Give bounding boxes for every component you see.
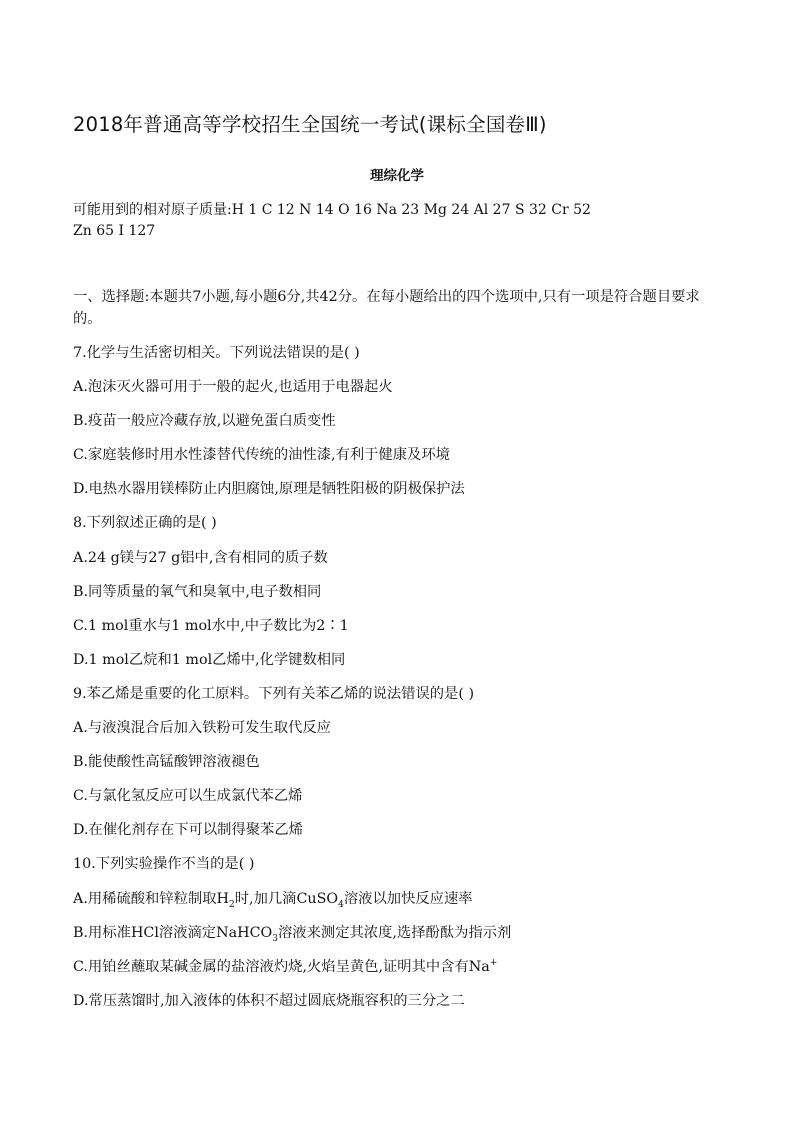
subscript: 3 [272, 933, 279, 944]
question-option: B.同等质量的氧气和臭氧中,电子数相同 [73, 583, 322, 600]
superscript: + [489, 957, 498, 968]
question-option: A.泡沫灭火器可用于一般的起火,也适用于电器起火 [73, 379, 393, 396]
atomic-masses-line-1: 可能用到的相对原子质量:H 1 C 12 N 14 O 16 Na 23 Mg 24 Al 27 S 32 Cr 52 [73, 202, 591, 218]
question-option: C.家庭装修时用水性漆替代传统的油性漆,有利于健康及环境 [73, 447, 450, 464]
question-option [73, 888, 733, 922]
question-option: A.24 g镁与27 g铝中,含有相同的质子数 [73, 549, 328, 566]
subscript: 4 [338, 899, 344, 910]
question-option: D.电热水器用镁棒防止内胆腐蚀,原理是牺牲阳极的阴极保护法 [73, 481, 465, 498]
question-option: C.1 mol重水与1 mol水中,中子数比为2∶1 [73, 617, 349, 634]
option-text: B.用标准HCl溶液滴定NaHCO [73, 924, 273, 941]
option-text: 时,加几滴CuSO [234, 890, 339, 907]
option-text: 溶液以加快反应速率 [343, 890, 473, 907]
question-option: B.疫苗一般应冷藏存放,以避免蛋白质变性 [73, 413, 336, 430]
question-option: C.与氯化氢反应可以生成氯代苯乙烯 [73, 788, 303, 805]
question-option [73, 956, 733, 990]
question-stem: 10.下列实验操作不当的是( ) [73, 856, 255, 873]
subject-heading: 理综化学 [370, 168, 424, 184]
question-option: A.与液溴混合后加入铁粉可发生取代反应 [73, 720, 331, 737]
atomic-masses [73, 200, 723, 242]
option-text: A.用稀硫酸和锌粒制取H [73, 890, 230, 907]
option-text: C.用铂丝蘸取某碱金属的盐溶液灼烧,火焰呈黄色,证明其中含有Na [73, 958, 490, 975]
atomic-masses-line-2: Zn 65 I 127 [73, 223, 156, 239]
question-option: D.常压蒸馏时,加入液体的体积不超过圆底烧瓶容积的三分之二 [73, 992, 465, 1009]
question-option: B.能使酸性高锰酸钾溶液褪色 [73, 754, 260, 771]
question-stem: 9.苯乙烯是重要的化工原料。下列有关苯乙烯的说法错误的是( ) [73, 685, 475, 702]
question-option [73, 922, 733, 956]
question-stem: 8.下列叙述正确的是( ) [73, 515, 217, 532]
question-option: D.1 mol乙烷和1 mol乙烯中,化学键数相同 [73, 651, 346, 668]
subscript: 2 [229, 899, 235, 910]
question-option: D.在催化剂存在下可以制得聚苯乙烯 [73, 822, 303, 839]
section-instruction: 一、选择题:本题共7小题,每小题6分,共42分。在每小题给出的四个选项中,只有一项是符合题目要求的。 [73, 289, 700, 327]
question-list [73, 342, 733, 1024]
option-text: 溶液来测定其浓度,选择酚酞为指示剂 [278, 924, 512, 941]
question-stem: 7.化学与生活密切相关。下列说法错误的是( ) [73, 345, 360, 361]
page-title: 2018年普通高等学校招生全国统一考试(课标全国卷Ⅲ) [73, 113, 547, 136]
